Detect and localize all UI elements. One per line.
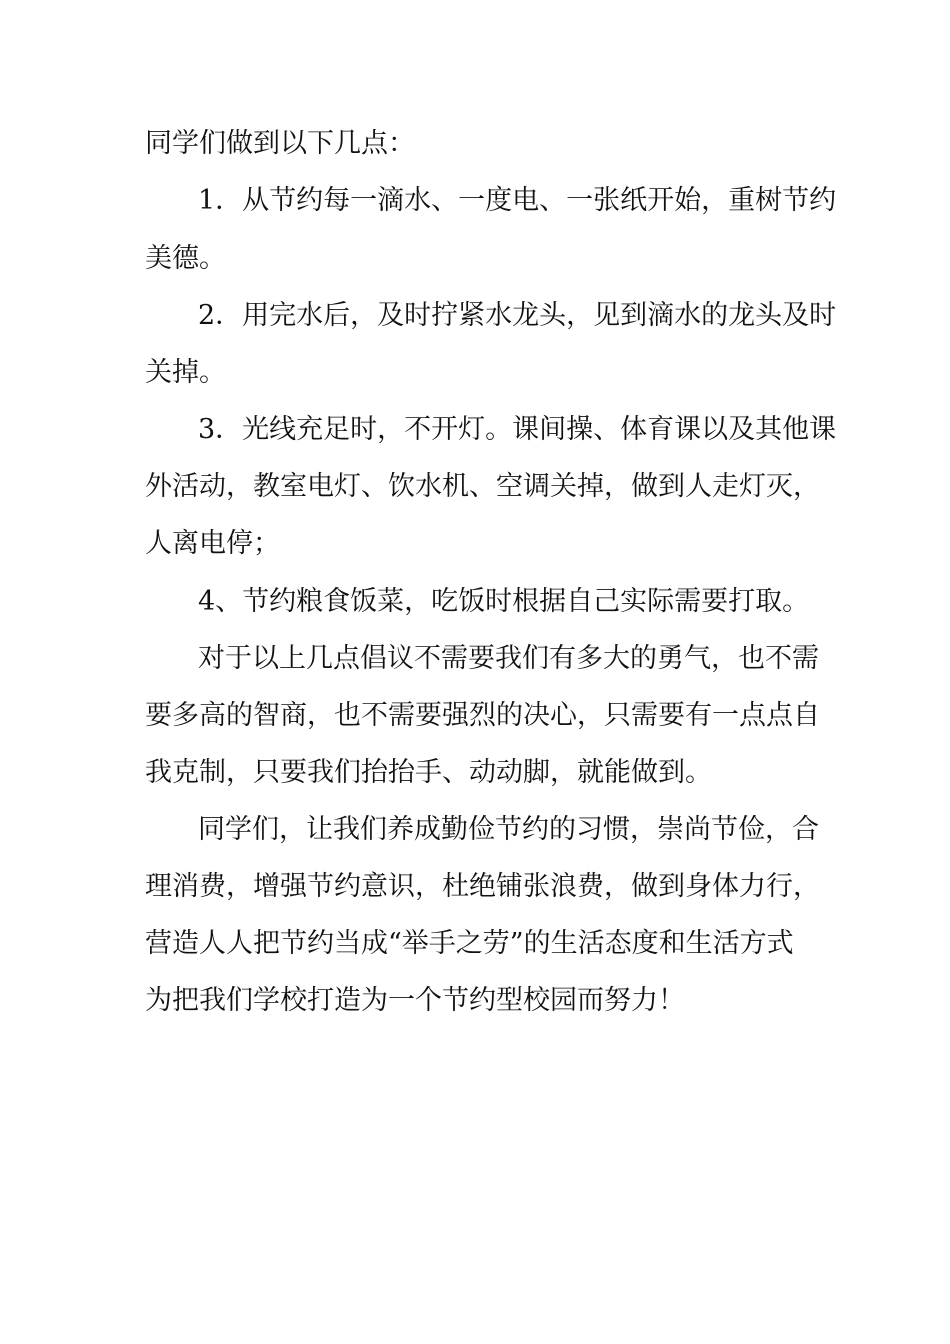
text-line-11: 要多高的智商，也不需要强烈的决心，只需要有一点点自 bbox=[145, 700, 820, 731]
text-line-7: 外活动，教室电灯、饮水机、空调关掉，做到人走灯灭， bbox=[145, 471, 820, 502]
text-line-5: 关掉。 bbox=[145, 357, 226, 388]
text-line-10: 对于以上几点倡议不需要我们有多大的勇气，也不需 bbox=[198, 643, 819, 674]
text-line-12: 我克制，只要我们抬抬手、动动脚，就能做到。 bbox=[145, 757, 712, 788]
text-line-2: 1．从节约每一滴水、一度电、一张纸开始，重树节约 bbox=[198, 185, 837, 216]
text-line-16: 为把我们学校打造为一个节约型校园而努力！ bbox=[145, 985, 685, 1016]
text-line-6: 3．光线充足时，不开灯。课间操、体育课以及其他课 bbox=[198, 414, 837, 445]
text-line-8: 人离电停； bbox=[145, 528, 280, 559]
text-line-4: 2．用完水后，及时拧紧水龙头，见到滴水的龙头及时 bbox=[198, 300, 837, 331]
text-line-14: 理消费，增强节约意识，杜绝铺张浪费，做到身体力行， bbox=[145, 871, 820, 902]
text-line-9: 4、节约粮食饭菜，吃饭时根据自己实际需要打取。 bbox=[198, 586, 810, 617]
text-line-3: 美德。 bbox=[145, 243, 226, 274]
text-line-1: 同学们做到以下几点： bbox=[145, 128, 415, 159]
text-line-13: 同学们，让我们养成勤俭节约的习惯，崇尚节俭，合 bbox=[198, 814, 819, 845]
text-line-15: 营造人人把节约当成“举手之劳”的生活态度和生活方式 bbox=[145, 928, 794, 959]
